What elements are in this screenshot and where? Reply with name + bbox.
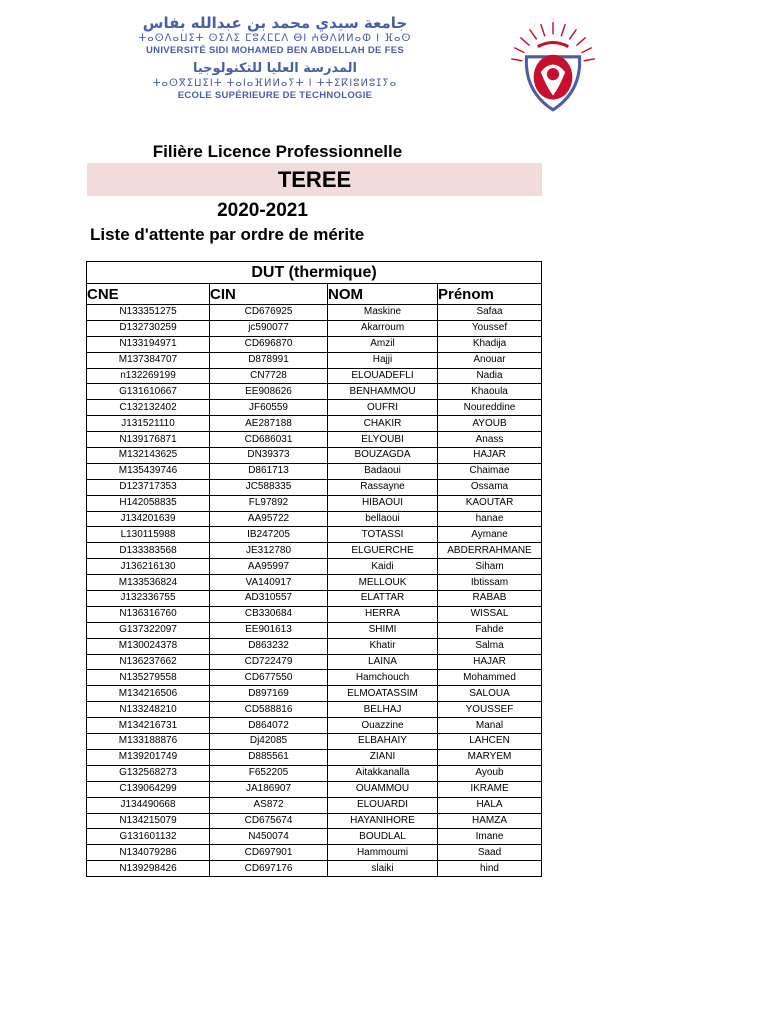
cin-cell: Dj42085 — [210, 734, 328, 750]
table-row — [87, 527, 542, 543]
table-row — [87, 320, 542, 336]
prenom-cell: Ayoub — [438, 765, 542, 781]
cin-cell: VA140917 — [210, 575, 328, 591]
table-row — [87, 511, 542, 527]
table-row — [87, 559, 542, 575]
cin-cell: DN39373 — [210, 448, 328, 464]
cne-cell: H142058835 — [87, 495, 210, 511]
table-row — [87, 591, 542, 607]
nom-cell: HAYANIHORE — [328, 813, 438, 829]
table-row — [87, 845, 542, 861]
cin-cell: D878991 — [210, 352, 328, 368]
prenom-cell: Saad — [438, 845, 542, 861]
document-header — [0, 0, 768, 130]
school-name-arabic: المدرسة العليا للتكنولوجيا — [192, 61, 358, 76]
nom-cell: Hammoumi — [328, 845, 438, 861]
table-row — [87, 654, 542, 670]
nom-cell: ELYOUBI — [328, 432, 438, 448]
cne-cell: G131610667 — [87, 384, 210, 400]
table-row — [87, 305, 542, 321]
cne-cell: M134216506 — [87, 686, 210, 702]
prenom-cell: SALOUA — [438, 686, 542, 702]
table-row — [87, 781, 542, 797]
cin-cell: CD675674 — [210, 813, 328, 829]
table-row — [87, 416, 542, 432]
prenom-cell: KAOUTAR — [438, 495, 542, 511]
prenom-cell: HAJAR — [438, 654, 542, 670]
cin-cell: EE901613 — [210, 622, 328, 638]
nom-cell: Ouazzine — [328, 718, 438, 734]
cne-cell: M133188876 — [87, 734, 210, 750]
cin-cell: AD310557 — [210, 591, 328, 607]
table-row — [87, 543, 542, 559]
table-row — [87, 765, 542, 781]
institution-block — [110, 14, 440, 102]
program-title: TEREE — [87, 163, 542, 196]
nom-cell: Akarroum — [328, 320, 438, 336]
nom-cell: ELGUERCHE — [328, 543, 438, 559]
nom-cell: slaiki — [328, 861, 438, 877]
nom-cell: Amzil — [328, 336, 438, 352]
cin-cell: CN7728 — [210, 368, 328, 384]
cne-cell: M135439746 — [87, 463, 210, 479]
table-row — [87, 702, 542, 718]
cne-cell: J136216130 — [87, 559, 210, 575]
cin-cell: JA186907 — [210, 781, 328, 797]
prenom-cell: ABDERRAHMANE — [438, 543, 542, 559]
cin-cell: CD588816 — [210, 702, 328, 718]
table-row — [87, 495, 542, 511]
cne-cell: M132143625 — [87, 448, 210, 464]
column-header-nom: NOM — [328, 284, 438, 305]
prenom-cell: Khaoula — [438, 384, 542, 400]
table-row — [87, 575, 542, 591]
prenom-cell: Siham — [438, 559, 542, 575]
university-name-french: UNIVERSITÉ SIDI MOHAMED BEN ABDELLAH DE FES — [146, 45, 404, 56]
prenom-cell: Mohammed — [438, 670, 542, 686]
cin-cell: CD677550 — [210, 670, 328, 686]
prenom-cell: Fahde — [438, 622, 542, 638]
nom-cell: SHIMI — [328, 622, 438, 638]
nom-cell: BENHAMMOU — [328, 384, 438, 400]
table-row — [87, 448, 542, 464]
nom-cell: ELMOATASSIM — [328, 686, 438, 702]
nom-cell: TOTASSI — [328, 527, 438, 543]
nom-cell: Aitakkanalla — [328, 765, 438, 781]
nom-cell: HIBAOUI — [328, 495, 438, 511]
table-row — [87, 606, 542, 622]
table-row — [87, 749, 542, 765]
nom-cell: LAINA — [328, 654, 438, 670]
prenom-cell: Youssef — [438, 320, 542, 336]
cne-cell: N135279558 — [87, 670, 210, 686]
cin-cell: D863232 — [210, 638, 328, 654]
prenom-cell: HALA — [438, 797, 542, 813]
table-body — [87, 305, 542, 877]
filiere-title: Filière Licence Professionnelle — [152, 142, 403, 161]
nom-cell: Hamchouch — [328, 670, 438, 686]
academic-year: 2020-2021 — [217, 200, 308, 221]
cne-cell: N139176871 — [87, 432, 210, 448]
cne-cell: N139298426 — [87, 861, 210, 877]
prenom-cell: hind — [438, 861, 542, 877]
prenom-cell: Anass — [438, 432, 542, 448]
prenom-cell: HAMZA — [438, 813, 542, 829]
table-row — [87, 861, 542, 877]
cne-cell: J134490668 — [87, 797, 210, 813]
table-row — [87, 686, 542, 702]
cin-cell: CD676925 — [210, 305, 328, 321]
prenom-cell: Safaa — [438, 305, 542, 321]
table-row — [87, 384, 542, 400]
school-name-tifinagh: ⵜⴰⵙⴳⵉⵡⵉⵏⵜ ⵜⴰⵏⴰⴼⵍⵍⴰⵢⵜ ⵏ ⵜⵜⵉⴽⵏⵓⵍⵓⵊⵢⴰ — [152, 78, 398, 89]
list-subtitle: Liste d'attente par ordre de mérite — [90, 225, 365, 244]
nom-cell: Khatir — [328, 638, 438, 654]
prenom-cell: Chaimae — [438, 463, 542, 479]
table-row — [87, 432, 542, 448]
nom-cell: OUFRI — [328, 400, 438, 416]
cne-cell: N136316760 — [87, 606, 210, 622]
cin-cell: D897169 — [210, 686, 328, 702]
cin-cell: CD686031 — [210, 432, 328, 448]
cne-cell: N136237662 — [87, 654, 210, 670]
cin-cell: CB330684 — [210, 606, 328, 622]
cne-cell: N134079286 — [87, 845, 210, 861]
table-row — [87, 797, 542, 813]
cin-cell: D885561 — [210, 749, 328, 765]
nom-cell: ELOUADEFLI — [328, 368, 438, 384]
university-name-tifinagh: ⵜⴰⵙⴷⴰⵡⵉⵜ ⵙⵉⴷⵉ ⵎⵓⵃⵎⵎⴷ ⴱⵏ ⵄⴱⴷⵍⵍⴰⵀ ⵏ ⴼⴰⵙ — [138, 33, 412, 44]
nom-cell: ELATTAR — [328, 591, 438, 607]
cin-cell: AA95997 — [210, 559, 328, 575]
cne-cell: C132132402 — [87, 400, 210, 416]
cne-cell: J131521110 — [87, 416, 210, 432]
cne-cell: C139064299 — [87, 781, 210, 797]
cne-cell: N133194971 — [87, 336, 210, 352]
cne-cell: N133351275 — [87, 305, 210, 321]
cne-cell: D123717353 — [87, 479, 210, 495]
cin-cell: CD697176 — [210, 861, 328, 877]
school-name-french: ECOLE SUPÉRIEURE DE TECHNOLOGIE — [177, 90, 373, 101]
nom-cell: Hajji — [328, 352, 438, 368]
table-row — [87, 829, 542, 845]
cne-cell: G132568273 — [87, 765, 210, 781]
table-row — [87, 670, 542, 686]
cne-cell: J132336755 — [87, 591, 210, 607]
cin-cell: F652205 — [210, 765, 328, 781]
nom-cell: BOUDLAL — [328, 829, 438, 845]
column-header-cne: CNE — [87, 284, 210, 305]
table-row — [87, 622, 542, 638]
cne-cell: G131601132 — [87, 829, 210, 845]
nom-cell: Maskine — [328, 305, 438, 321]
cin-cell: AS872 — [210, 797, 328, 813]
prenom-cell: RABAB — [438, 591, 542, 607]
cin-cell: CD722479 — [210, 654, 328, 670]
cne-cell: J134201639 — [87, 511, 210, 527]
prenom-cell: MARYEM — [438, 749, 542, 765]
cin-cell: FL97892 — [210, 495, 328, 511]
table-row — [87, 479, 542, 495]
cin-cell: EE908626 — [210, 384, 328, 400]
nom-cell: CHAKIR — [328, 416, 438, 432]
cne-cell: M139201749 — [87, 749, 210, 765]
cin-cell: JF60559 — [210, 400, 328, 416]
nom-cell: bellaoui — [328, 511, 438, 527]
cin-cell: AE287188 — [210, 416, 328, 432]
table-row — [87, 813, 542, 829]
prenom-cell: Nadia — [438, 368, 542, 384]
table-row — [87, 463, 542, 479]
cne-cell: N134215079 — [87, 813, 210, 829]
cne-cell: G137322097 — [87, 622, 210, 638]
nom-cell: BELHAJ — [328, 702, 438, 718]
prenom-cell: LAHCEN — [438, 734, 542, 750]
cne-cell: M130024378 — [87, 638, 210, 654]
prenom-cell: WISSAL — [438, 606, 542, 622]
table-row — [87, 352, 542, 368]
university-emblem-icon — [502, 16, 604, 118]
cne-cell: M137384707 — [87, 352, 210, 368]
column-header-cin: CIN — [210, 284, 328, 305]
cin-cell: JC588335 — [210, 479, 328, 495]
cin-cell: jc590077 — [210, 320, 328, 336]
prenom-cell: hanae — [438, 511, 542, 527]
table-row — [87, 638, 542, 654]
prenom-cell: Noureddine — [438, 400, 542, 416]
nom-cell: Badaoui — [328, 463, 438, 479]
cin-cell: IB247205 — [210, 527, 328, 543]
table-row — [87, 400, 542, 416]
table-row — [87, 734, 542, 750]
prenom-cell: IKRAME — [438, 781, 542, 797]
nom-cell: ELOUARDI — [328, 797, 438, 813]
nom-cell: Rassayne — [328, 479, 438, 495]
cin-cell: D864072 — [210, 718, 328, 734]
nom-cell: HERRA — [328, 606, 438, 622]
prenom-cell: YOUSSEF — [438, 702, 542, 718]
cne-cell: L130115988 — [87, 527, 210, 543]
section-title: DUT (thermique) — [87, 262, 542, 284]
prenom-cell: Imane — [438, 829, 542, 845]
nom-cell: MELLOUK — [328, 575, 438, 591]
prenom-cell: Aymane — [438, 527, 542, 543]
cin-cell: AA95722 — [210, 511, 328, 527]
cin-cell: D861713 — [210, 463, 328, 479]
prenom-cell: Salma — [438, 638, 542, 654]
table-row — [87, 368, 542, 384]
table-row — [87, 336, 542, 352]
prenom-cell: Khadija — [438, 336, 542, 352]
university-name-arabic: جامعة سيدي محمد بن عبدالله بفاس — [142, 14, 408, 32]
cin-cell: CD697901 — [210, 845, 328, 861]
cne-cell: D132730259 — [87, 320, 210, 336]
prenom-cell: Manal — [438, 718, 542, 734]
cne-cell: N133248210 — [87, 702, 210, 718]
nom-cell: Kaidi — [328, 559, 438, 575]
nom-cell: BOUZAGDA — [328, 448, 438, 464]
cne-cell: n132269199 — [87, 368, 210, 384]
cin-cell: CD696870 — [210, 336, 328, 352]
prenom-cell: Ibtissam — [438, 575, 542, 591]
cne-cell: M133536824 — [87, 575, 210, 591]
nom-cell: ELBAHAIY — [328, 734, 438, 750]
cne-cell: D133383568 — [87, 543, 210, 559]
nom-cell: OUAMMOU — [328, 781, 438, 797]
column-header-prenom: Prénom — [438, 284, 542, 305]
waiting-list-table — [86, 261, 542, 877]
prenom-cell: AYOUB — [438, 416, 542, 432]
cne-cell: M134216731 — [87, 718, 210, 734]
prenom-cell: HAJAR — [438, 448, 542, 464]
table-row — [87, 718, 542, 734]
prenom-cell: Ossama — [438, 479, 542, 495]
cin-cell: N450074 — [210, 829, 328, 845]
prenom-cell: Anouar — [438, 352, 542, 368]
nom-cell: ZIANI — [328, 749, 438, 765]
cin-cell: JE312780 — [210, 543, 328, 559]
